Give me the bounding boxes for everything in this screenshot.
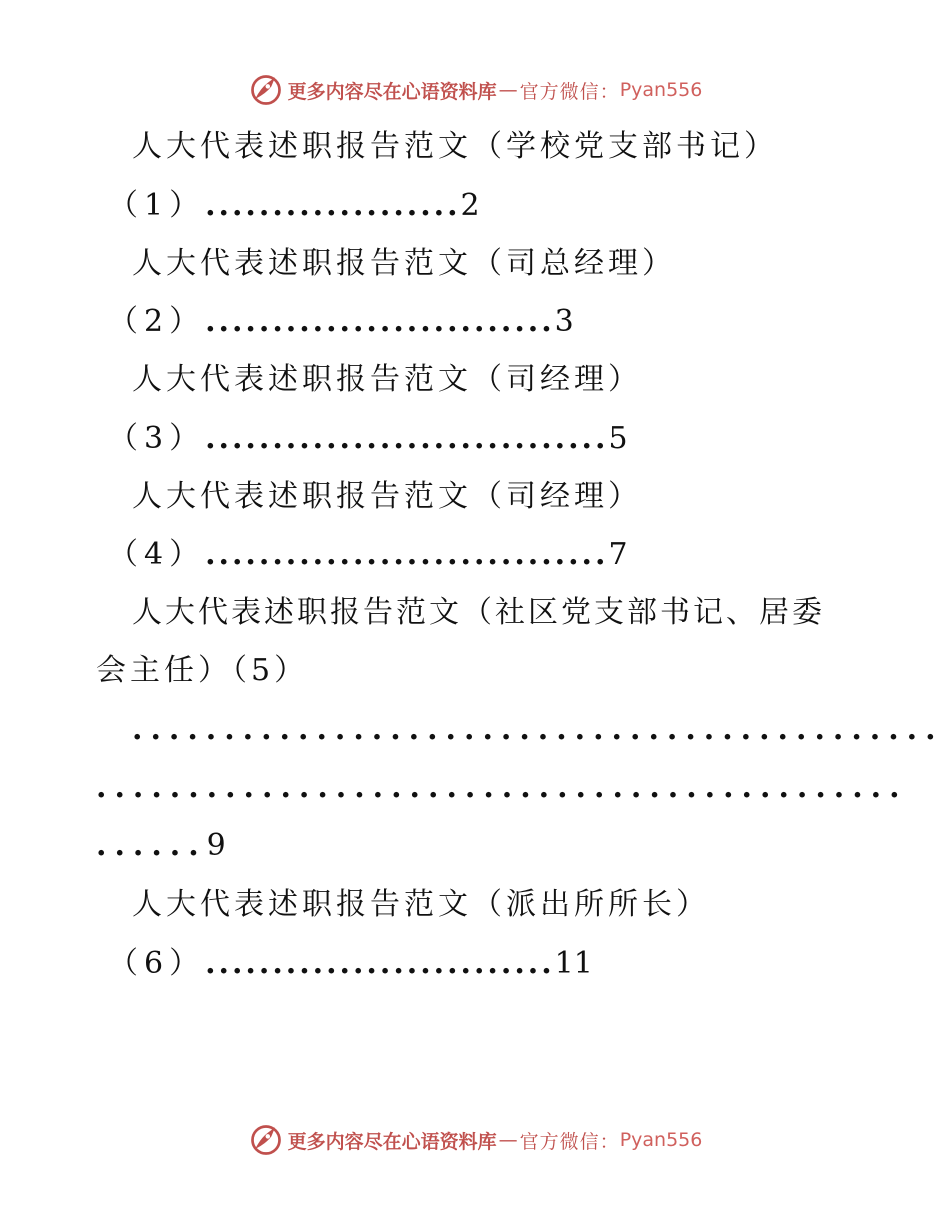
toc-entry-title: 人大代表述职报告范文（司总经理） (132, 246, 676, 281)
toc-entry-title: 人大代表述职报告范文（学校党支部书记） (132, 129, 778, 164)
toc-entry-leader (96, 826, 226, 866)
banner-wechat-id: Pyan556 (619, 79, 703, 101)
toc-entry-leader (108, 535, 628, 575)
toc-entry-title-continued: 会主任）（5） (96, 653, 309, 688)
toc-entry-number: （3） (108, 421, 206, 456)
toc-dot-leader: .......................... (205, 946, 555, 981)
banner-wechat-id: Pyan556 (619, 1129, 703, 1151)
banner-wechat-label: 官方微信： (519, 80, 620, 103)
banner-wechat-label: 官方微信： (519, 1130, 620, 1153)
toc-dot-leader: ................... (205, 188, 461, 223)
toc-entry-leader (108, 186, 480, 226)
toc-page-number: 11 (554, 946, 593, 981)
toc-dot-leader: .............................. (205, 537, 609, 572)
footer-banner (0, 1120, 950, 1160)
toc-dot-leader: .............................. (205, 421, 609, 456)
toc-entry-title: 人大代表述职报告范文（派出所所长） (132, 887, 710, 922)
toc-entry-number: （2） (108, 304, 206, 339)
banner-dash: — (498, 79, 518, 101)
toc-entry-leader (108, 302, 574, 342)
pen-nib-logo-icon (248, 1122, 284, 1158)
banner-brand-text: 更多内容尽在心语资料库 (287, 80, 497, 103)
toc-page-number: 3 (554, 304, 574, 339)
toc-entry-number: （4） (108, 537, 206, 572)
toc-page-number: 2 (460, 188, 480, 223)
banner-brand-text: 更多内容尽在心语资料库 (287, 1130, 497, 1153)
toc-entry-title: 人大代表述职报告范文（司经理） (132, 362, 642, 397)
toc-dot-leader: .......................... (205, 304, 555, 339)
toc-dot-leader: ...... (96, 828, 207, 863)
toc-entry-leader (108, 944, 593, 984)
toc-entry-title: 人大代表述职报告范文（司经理） (132, 479, 642, 514)
toc-entry-leader (108, 419, 628, 459)
toc-entry-title: 人大代表述职报告范文（社区党支部书记、居委 (132, 595, 825, 630)
toc-page-number: 5 (608, 421, 628, 456)
toc-dot-leader: ............................................ (132, 712, 944, 747)
toc-page-number: 9 (206, 828, 226, 863)
toc-dot-leader: ............................................ (96, 770, 908, 805)
toc-page-number: 7 (608, 537, 628, 572)
toc-entry-number: （6） (108, 946, 206, 981)
header-banner (0, 70, 950, 110)
banner-dash: — (498, 1129, 518, 1151)
pen-nib-logo-icon (248, 72, 284, 108)
toc-entry-number: （1） (108, 188, 206, 223)
